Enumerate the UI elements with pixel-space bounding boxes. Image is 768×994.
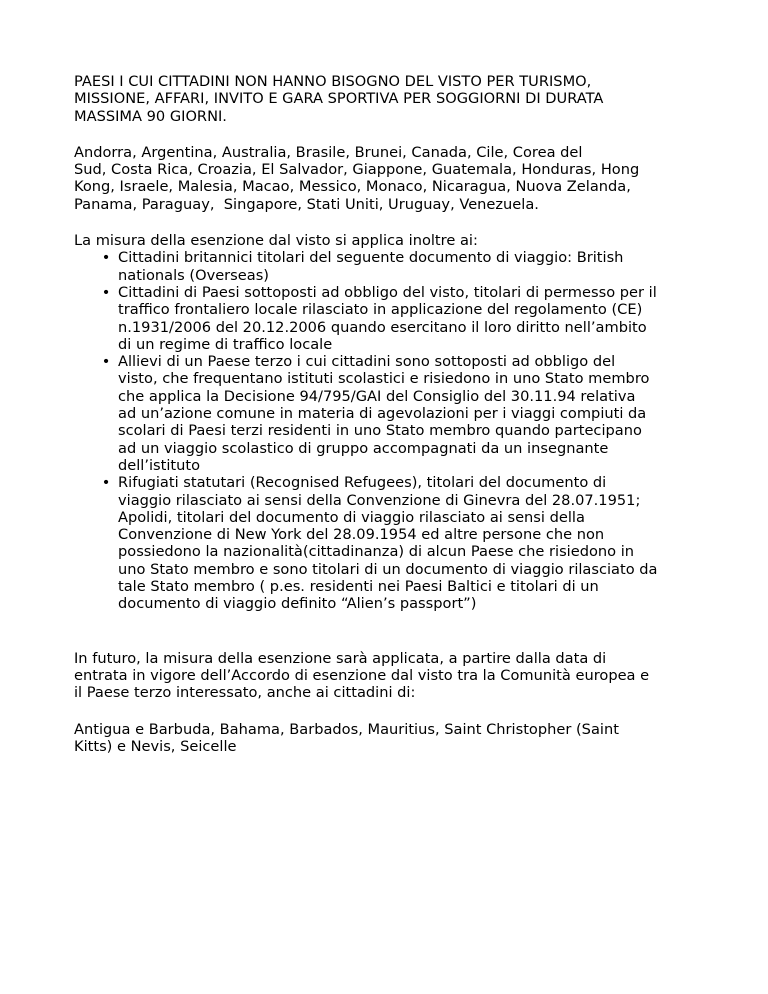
list-item-line: documento di viaggio definito “Alien’s passport”) (118, 595, 477, 613)
paragraph-line: entrata in vigore dell’Accordo di esenzione dal visto tra la Comunità europea e (74, 666, 650, 684)
list-item-line: nationals (Overseas) (118, 266, 270, 284)
list-item-line: ad un’azione comune in materia di agevolazioni per i viaggi compiuti da (118, 405, 647, 423)
list-item-line: visto, che frequentano istituti scolastici e risiedono in uno Stato membro (118, 370, 650, 388)
paragraph-line: Sud, Costa Rica, Croazia, El Salvador, Giappone, Guatemala, Honduras, Hong (74, 161, 640, 179)
paragraph-line: Andorra, Argentina, Australia, Brasile, Brunei, Canada, Cile, Corea del (74, 143, 583, 161)
list-item-line: uno Stato membro e sono titolari di un documento di viaggio rilasciato da (118, 560, 658, 578)
list-item-line: Allievi di un Paese terzo i cui cittadini sono sottoposti ad obbligo del (118, 353, 616, 371)
list-item-line: Convenzione di New York del 28.09.1954 ed altre persone che non (118, 526, 605, 544)
list-item (74, 474, 714, 612)
bullet-icon: • (101, 474, 111, 492)
paragraph-line: Antigua e Barbuda, Bahama, Barbados, Mauritius, Saint Christopher (Saint (74, 720, 619, 738)
list-item-line: ad un viaggio scolastico di gruppo accompagnati da un insegnante (118, 439, 609, 457)
paragraph-line: Kitts) e Nevis, Seicelle (74, 737, 237, 755)
paragraph-line: il Paese terzo interessato, anche ai cittadini di: (74, 684, 416, 702)
paragraph-line: Panama, Paraguay, Singapore, Stati Uniti, Uruguay, Venezuela. (74, 195, 539, 213)
list-item-line: traffico frontaliero locale rilasciato in applicazione del regolamento (CE) (118, 301, 643, 319)
list-item (74, 353, 714, 474)
list-item-line: n.1931/2006 del 20.12.2006 quando esercitano il loro diritto nell’ambito (118, 318, 647, 336)
list-item-line: tale Stato membro ( p.es. residenti nei Paesi Baltici e titolari di un (118, 578, 599, 596)
bullet-icon: • (101, 283, 111, 301)
paragraph-line: Kong, Israele, Malesia, Macao, Messico, Monaco, Nicaragua, Nuova Zelanda, (74, 178, 631, 196)
list-item-line: Cittadini britannici titolari del seguente documento di viaggio: British (118, 249, 624, 267)
future-countries-paragraph (74, 721, 714, 756)
list-item-line: viaggio rilasciato ai sensi della Convenzione di Ginevra del 28.07.1951; (118, 491, 641, 509)
exemption-intro (74, 232, 714, 249)
list-item-line: Cittadini di Paesi sottoposti ad obbligo del visto, titolari di permesso per il (118, 283, 657, 301)
heading-line: MISSIONE, AFFARI, INVITO E GARA SPORTIVA PER SOGGIORNI DI DURATA (74, 90, 604, 108)
countries-paragraph (74, 144, 714, 213)
heading-line: PAESI I CUI CITTADINI NON HANNO BISOGNO DEL VISTO PER TURISMO, (74, 73, 592, 90)
list-item-line: Rifugiati statutari (Recognised Refugees), titolari del documento di (118, 474, 607, 492)
list-item-line: che applica la Decisione 94/795/GAI del Consiglio del 30.11.94 relativa (118, 387, 636, 405)
list-item-line: possiedono la nazionalità(cittadinanza) di alcun Paese che risiedono in (118, 543, 635, 561)
list-item-line: scolari di Paesi terzi residenti in uno Stato membro quando partecipano (118, 422, 642, 440)
heading-line: MASSIMA 90 GIORNI. (74, 107, 227, 125)
list-item (74, 284, 714, 353)
list-item-line: dell’istituto (118, 456, 201, 474)
bullet-icon: • (101, 353, 111, 371)
document-page (74, 73, 714, 755)
exemption-list (74, 249, 714, 612)
intro-line: La misura della esenzione dal visto si applica inoltre ai: (74, 232, 478, 250)
future-paragraph (74, 650, 714, 702)
paragraph-line: In futuro, la misura della esenzione sarà applicata, a partire dalla data di (74, 649, 607, 667)
list-item-line: di un regime di traffico locale (118, 335, 333, 353)
list-item (74, 249, 714, 284)
bullet-icon: • (101, 249, 111, 267)
document-heading (74, 73, 714, 125)
list-item-line: Apolidi, titolari del documento di viaggio rilasciato ai sensi della (118, 508, 585, 526)
